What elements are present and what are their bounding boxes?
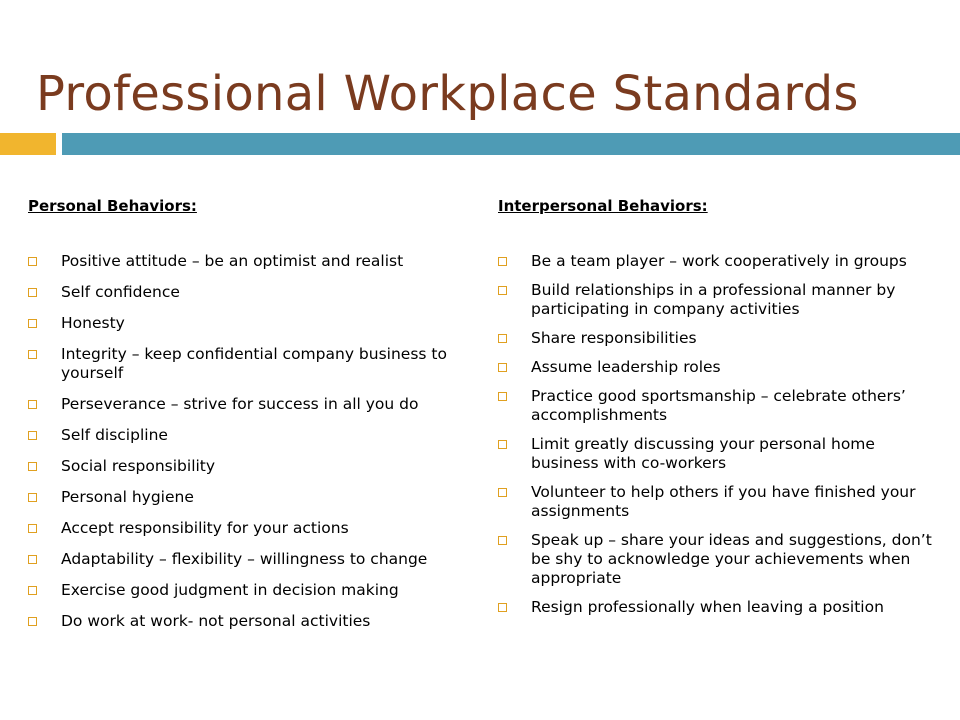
square-bullet-icon bbox=[28, 400, 37, 409]
interpersonal-behaviors-column bbox=[498, 196, 938, 627]
square-bullet-icon bbox=[498, 603, 507, 612]
square-bullet-icon bbox=[498, 257, 507, 266]
square-bullet-icon bbox=[28, 350, 37, 359]
list-item bbox=[28, 252, 468, 271]
square-bullet-icon bbox=[28, 555, 37, 564]
list-item bbox=[498, 531, 938, 588]
title-underline-bar bbox=[62, 133, 960, 155]
list-item bbox=[28, 457, 468, 476]
square-bullet-icon bbox=[498, 363, 507, 372]
list-item-text: Exercise good judgment in decision making bbox=[61, 581, 399, 599]
personal-behaviors-column bbox=[28, 196, 468, 643]
square-bullet-icon bbox=[28, 617, 37, 626]
list-item bbox=[28, 314, 468, 333]
list-item-text: Build relationships in a professional manner by participating in company activities bbox=[531, 281, 896, 318]
list-item bbox=[28, 283, 468, 302]
square-bullet-icon bbox=[28, 462, 37, 471]
square-bullet-icon bbox=[28, 586, 37, 595]
list-item bbox=[498, 252, 938, 271]
list-item-text: Honesty bbox=[61, 314, 125, 332]
list-item-text: Adaptability – flexibility – willingness to change bbox=[61, 550, 428, 568]
square-bullet-icon bbox=[28, 493, 37, 502]
accent-bar bbox=[0, 133, 56, 155]
square-bullet-icon bbox=[498, 488, 507, 497]
list-item bbox=[498, 358, 938, 377]
list-item bbox=[28, 550, 468, 569]
list-item bbox=[28, 612, 468, 631]
square-bullet-icon bbox=[28, 319, 37, 328]
list-item bbox=[28, 581, 468, 600]
list-item-text: Social responsibility bbox=[61, 457, 216, 475]
list-item bbox=[498, 329, 938, 348]
slide-title: Professional Workplace Standards bbox=[36, 66, 859, 122]
list-item-text: Practice good sportsmanship – celebrate others’ accomplishments bbox=[531, 387, 906, 424]
list-item bbox=[28, 395, 468, 414]
square-bullet-icon bbox=[28, 288, 37, 297]
list-item bbox=[498, 483, 938, 521]
list-item bbox=[498, 435, 938, 473]
list-item-text: Resign professionally when leaving a position bbox=[531, 598, 884, 616]
interpersonal-behaviors-list bbox=[498, 252, 938, 617]
list-item-text: Positive attitude – be an optimist and realist bbox=[61, 252, 404, 270]
list-item-text: Accept responsibility for your actions bbox=[61, 519, 349, 537]
list-item bbox=[498, 598, 938, 617]
personal-behaviors-list bbox=[28, 252, 468, 631]
list-item-text: Do work at work- not personal activities bbox=[61, 612, 371, 630]
interpersonal-behaviors-heading: Interpersonal Behaviors: bbox=[498, 197, 708, 215]
list-item-text: Assume leadership roles bbox=[531, 358, 721, 376]
list-item-text: Self confidence bbox=[61, 283, 180, 301]
list-item-text: Perseverance – strive for success in all you do bbox=[61, 395, 419, 413]
square-bullet-icon bbox=[28, 257, 37, 266]
square-bullet-icon bbox=[498, 536, 507, 545]
list-item-text: Speak up – share your ideas and suggestions, don’t be shy to acknowledge your achievements when appropriate bbox=[531, 531, 932, 587]
list-item-text: Share responsibilities bbox=[531, 329, 697, 347]
list-item-text: Personal hygiene bbox=[61, 488, 194, 506]
square-bullet-icon bbox=[28, 431, 37, 440]
list-item-text: Integrity – keep confidential company business to yourself bbox=[61, 345, 447, 382]
list-item bbox=[28, 426, 468, 445]
list-item-text: Be a team player – work cooperatively in groups bbox=[531, 252, 907, 270]
square-bullet-icon bbox=[28, 524, 37, 533]
list-item bbox=[28, 488, 468, 507]
list-item-text: Volunteer to help others if you have finished your assignments bbox=[531, 483, 916, 520]
square-bullet-icon bbox=[498, 334, 507, 343]
list-item bbox=[498, 387, 938, 425]
list-item-text: Self discipline bbox=[61, 426, 168, 444]
list-item-text: Limit greatly discussing your personal home business with co-workers bbox=[531, 435, 875, 472]
square-bullet-icon bbox=[498, 392, 507, 401]
square-bullet-icon bbox=[498, 286, 507, 295]
square-bullet-icon bbox=[498, 440, 507, 449]
list-item bbox=[498, 281, 938, 319]
personal-behaviors-heading: Personal Behaviors: bbox=[28, 197, 197, 215]
list-item bbox=[28, 519, 468, 538]
list-item bbox=[28, 345, 468, 383]
